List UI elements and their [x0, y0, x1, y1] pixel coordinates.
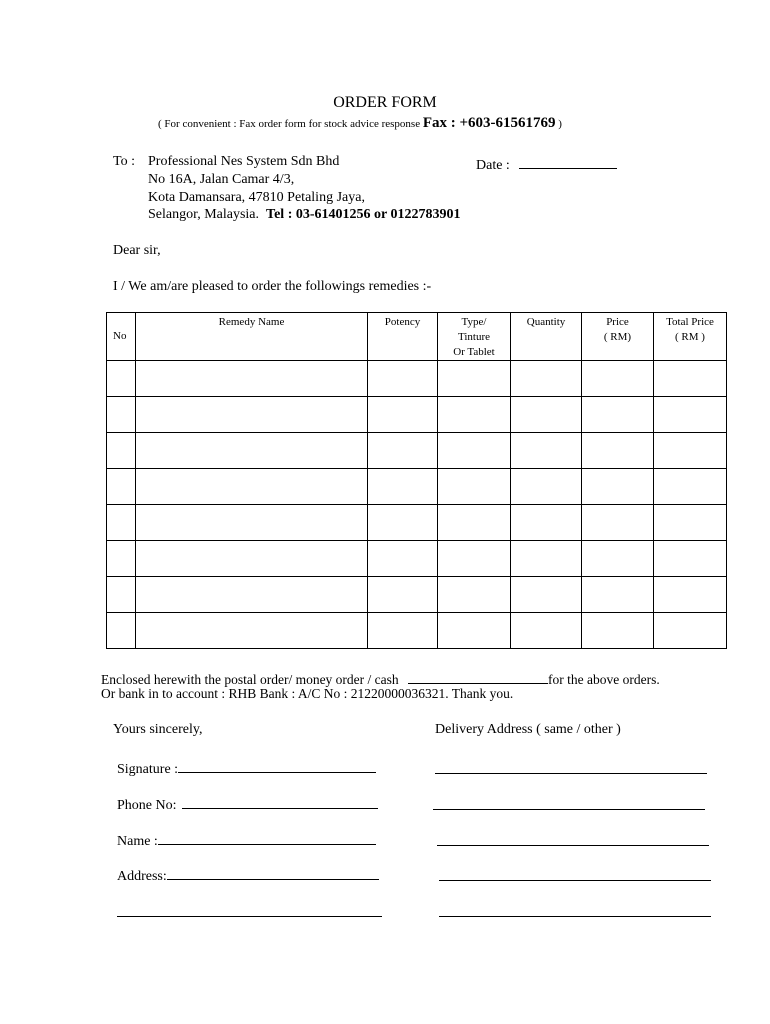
- payment-text-end: for the above orders.: [548, 672, 660, 687]
- col-type: [438, 313, 511, 361]
- col-total-line2: ( RM ): [675, 331, 705, 343]
- table-cell[interactable]: [107, 469, 136, 505]
- phone-field[interactable]: [117, 794, 378, 814]
- table-cell[interactable]: [582, 505, 654, 541]
- table-cell[interactable]: [654, 577, 727, 613]
- table-cell[interactable]: [368, 541, 438, 577]
- table-cell[interactable]: [107, 541, 136, 577]
- table-cell[interactable]: [368, 433, 438, 469]
- fax-number: Fax : +603-61561769: [422, 115, 556, 131]
- table-cell[interactable]: [107, 433, 136, 469]
- recipient-address-line3: [148, 207, 460, 223]
- table-cell[interactable]: [511, 433, 582, 469]
- table-cell[interactable]: [136, 577, 368, 613]
- table-cell[interactable]: [582, 613, 654, 649]
- col-remedy-name: Remedy Name: [136, 313, 368, 361]
- table-cell[interactable]: [136, 397, 368, 433]
- col-total-price: [654, 313, 727, 361]
- table-cell[interactable]: [438, 361, 511, 397]
- table-body: [107, 361, 727, 649]
- table-cell[interactable]: [368, 397, 438, 433]
- table-cell[interactable]: [654, 397, 727, 433]
- table-cell[interactable]: [107, 397, 136, 433]
- table-cell[interactable]: [582, 577, 654, 613]
- table-cell[interactable]: [438, 613, 511, 649]
- table-cell[interactable]: [654, 433, 727, 469]
- table-cell[interactable]: [438, 469, 511, 505]
- table-cell[interactable]: [511, 613, 582, 649]
- table-cell[interactable]: [136, 505, 368, 541]
- col-total-line1: Total Price: [666, 316, 714, 328]
- order-table: [106, 312, 727, 649]
- table-cell[interactable]: [511, 469, 582, 505]
- table-cell[interactable]: [654, 505, 727, 541]
- name-field[interactable]: [117, 830, 376, 850]
- signature-label: Signature :: [117, 762, 179, 777]
- col-price: [582, 313, 654, 361]
- table-cell[interactable]: [511, 397, 582, 433]
- delivery-line-4[interactable]: [439, 866, 711, 881]
- table-cell[interactable]: [511, 361, 582, 397]
- col-type-line1: Type/: [461, 316, 487, 328]
- recipient-state: Selangor, Malaysia.: [148, 207, 260, 222]
- table-row: [107, 541, 727, 577]
- table-cell[interactable]: [368, 577, 438, 613]
- table-cell[interactable]: [136, 613, 368, 649]
- form-title: ORDER FORM: [333, 94, 437, 111]
- signature-line[interactable]: [178, 758, 376, 773]
- table-cell[interactable]: [582, 541, 654, 577]
- subtitle-close: ): [555, 118, 562, 130]
- col-type-line3: Or Tablet: [453, 346, 495, 358]
- col-quantity: Quantity: [511, 313, 582, 361]
- recipient-address-line2: Kota Damansara, 47810 Petaling Jaya,: [148, 190, 365, 205]
- order-intro: I / We am/are pleased to order the followings remedies :-: [113, 279, 432, 294]
- table-row: [107, 361, 727, 397]
- recipient-address-line1: No 16A, Jalan Camar 4/3,: [148, 172, 295, 187]
- col-no: No: [107, 313, 136, 361]
- table-cell[interactable]: [654, 613, 727, 649]
- table-cell[interactable]: [511, 541, 582, 577]
- table-cell[interactable]: [107, 361, 136, 397]
- phone-label: Phone No:: [117, 798, 177, 813]
- table-row: [107, 433, 727, 469]
- table-cell[interactable]: [368, 613, 438, 649]
- payment-line2: Or bank in to account : RHB Bank : A/C No : 21220000036321. Thank you.: [101, 686, 514, 701]
- col-type-line2: Tinture: [458, 331, 490, 343]
- col-potency: Potency: [368, 313, 438, 361]
- recipient-tel: Tel : 03-61401256 or 0122783901: [266, 207, 461, 222]
- address-field[interactable]: [117, 865, 379, 885]
- table-cell[interactable]: [107, 613, 136, 649]
- greeting: Dear sir,: [113, 243, 161, 258]
- table-cell[interactable]: [368, 361, 438, 397]
- delivery-address-label: Delivery Address ( same / other ): [435, 722, 621, 737]
- subtitle-text: ( For convenient : Fax order form for stock advice response: [158, 118, 423, 130]
- cash-amount-line[interactable]: [408, 669, 548, 684]
- table-cell[interactable]: [438, 505, 511, 541]
- table-cell[interactable]: [438, 397, 511, 433]
- address-line[interactable]: [167, 865, 379, 880]
- table-cell[interactable]: [107, 505, 136, 541]
- table-row: [107, 577, 727, 613]
- name-label: Name :: [117, 834, 158, 849]
- payment-text: Enclosed herewith the postal order/ money order / cash: [101, 672, 399, 687]
- table-cell[interactable]: [582, 469, 654, 505]
- col-price-line1: Price: [606, 316, 629, 328]
- table-cell[interactable]: [654, 469, 727, 505]
- delivery-line-5[interactable]: [439, 902, 711, 917]
- table-cell[interactable]: [582, 397, 654, 433]
- date-line[interactable]: [519, 154, 617, 169]
- address-line-2[interactable]: [117, 902, 382, 917]
- table-cell[interactable]: [654, 541, 727, 577]
- table-cell[interactable]: [438, 433, 511, 469]
- delivery-line-2[interactable]: [433, 795, 705, 810]
- address-label: Address:: [117, 869, 167, 884]
- table-cell[interactable]: [511, 505, 582, 541]
- table-cell[interactable]: [368, 505, 438, 541]
- table-cell[interactable]: [136, 541, 368, 577]
- table-cell[interactable]: [368, 469, 438, 505]
- table-cell[interactable]: [438, 541, 511, 577]
- form-subtitle: [158, 115, 562, 132]
- table-cell[interactable]: [582, 361, 654, 397]
- date-label: Date :: [476, 158, 510, 173]
- date-field[interactable]: [476, 154, 617, 174]
- delivery-line-3[interactable]: [437, 831, 709, 846]
- table-row: [107, 469, 727, 505]
- table-cell[interactable]: [654, 361, 727, 397]
- delivery-line-1[interactable]: [435, 759, 707, 774]
- table-cell[interactable]: [136, 469, 368, 505]
- table-cell[interactable]: [582, 433, 654, 469]
- table-cell[interactable]: [438, 577, 511, 613]
- table-cell[interactable]: [107, 577, 136, 613]
- table-row: [107, 613, 727, 649]
- table-cell[interactable]: [136, 361, 368, 397]
- table-row: [107, 397, 727, 433]
- phone-line[interactable]: [182, 794, 378, 809]
- to-label: To :: [113, 154, 135, 169]
- table-cell[interactable]: [136, 433, 368, 469]
- name-line[interactable]: [158, 830, 376, 845]
- table-row: [107, 505, 727, 541]
- table-cell[interactable]: [511, 577, 582, 613]
- recipient-company: Professional Nes System Sdn Bhd: [148, 154, 340, 169]
- signature-field[interactable]: [117, 758, 376, 778]
- yours-sincerely: Yours sincerely,: [113, 722, 203, 737]
- table-header-row: [107, 313, 727, 361]
- col-price-line2: ( RM): [603, 331, 632, 343]
